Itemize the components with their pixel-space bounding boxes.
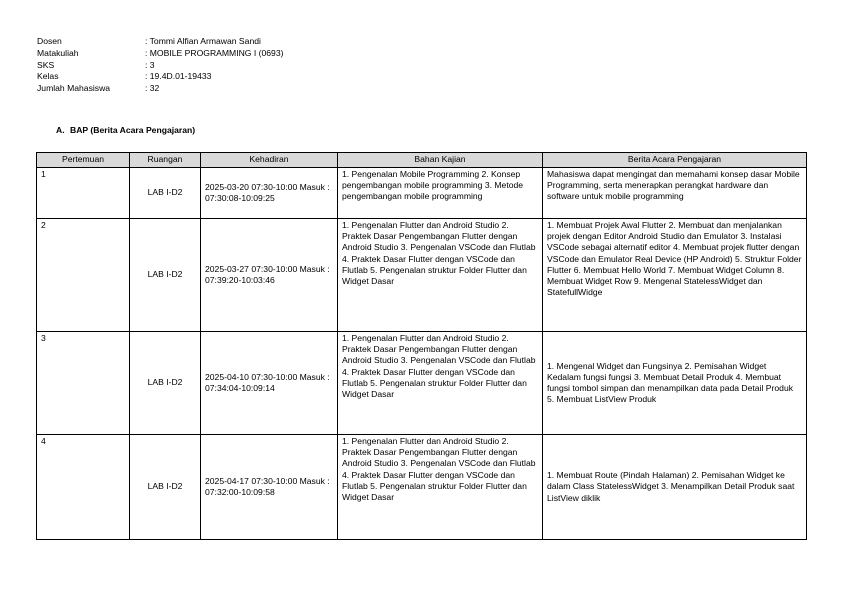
cell-ruangan: LAB I-D2 xyxy=(130,332,201,435)
cell-berita-acara: 1. Membuat Route (Pindah Halaman) 2. Pemisahan Widget ke dalam Class StatelessWidget 3. Menampilkan Detail Produk saat ListView diklik xyxy=(543,435,807,540)
info-label: Jumlah Mahasiswa xyxy=(37,83,111,94)
cell-kehadiran: 2025-04-17 07:30-10:00 Masuk : 07:32:00-10:09:58 xyxy=(201,435,338,540)
info-row-kelas xyxy=(37,71,283,83)
header-ruangan: Ruangan xyxy=(130,153,201,168)
table-header-row xyxy=(37,153,807,168)
cell-berita-acara: 1. Membuat Projek Awal Flutter 2. Membuat dan menjalankan projek dengan Editor Android Studio dan Emulator 3. Instalasi VSCode sebagai alternatif editor 4. Membuat projek flutter dengan VSCode dan Emulator Real Device (HP Android) 5. Struktur Folder Flutter 6. Membuat Hello World 7. Membuat Widget Column 8. Membuat Widget Row 9. Mengenal StatelessWidget dan StatefullWidge xyxy=(543,219,807,332)
header-kehadiran: Kehadiran xyxy=(201,153,338,168)
cell-ruangan: LAB I-D2 xyxy=(130,168,201,219)
table-row xyxy=(37,219,807,332)
info-row-sks xyxy=(37,60,283,72)
header-pertemuan: Pertemuan xyxy=(37,153,130,168)
cell-ruangan: LAB I-D2 xyxy=(130,435,201,540)
table-row xyxy=(37,332,807,435)
cell-bahan-kajian: 1. Pengenalan Mobile Programming 2. Konsep pengembangan mobile programming 3. Metode pengembangan mobile programming xyxy=(338,168,543,219)
cell-berita-acara: Mahasiswa dapat mengingat dan memahami konsep dasar Mobile Programming, serta menerapkan perangkat hardware dan software untuk mobile programming xyxy=(543,168,807,219)
cell-pertemuan: 1 xyxy=(37,168,130,219)
cell-kehadiran: 2025-03-20 07:30-10:00 Masuk : 07:30:08-10:09:25 xyxy=(201,168,338,219)
section-title xyxy=(56,125,195,136)
info-row-dosen xyxy=(37,36,283,48)
cell-kehadiran: 2025-03-27 07:30-10:00 Masuk : 07:39:20-10:03:46 xyxy=(201,219,338,332)
info-label: Matakuliah xyxy=(37,47,79,58)
cell-pertemuan: 2 xyxy=(37,219,130,332)
table-row xyxy=(37,168,807,219)
info-label: Dosen xyxy=(37,36,62,46)
table-row xyxy=(37,435,807,540)
info-value: : 3 xyxy=(145,59,155,70)
header-bahan-kajian: Bahan Kajian xyxy=(338,153,543,168)
header-berita-acara: Berita Acara Pengajaran xyxy=(543,153,807,168)
info-label: Kelas xyxy=(37,71,59,82)
section-number: A. xyxy=(56,125,65,135)
course-info xyxy=(37,36,283,95)
cell-bahan-kajian: 1. Pengenalan Flutter dan Android Studio 2. Praktek Dasar Pengembangan Flutter dengan Android Studio 3. Pengenalan VSCode dan Flutlab 4. Praktek Dasar Flutter dengan VSCode dan Flutlab 5. Pengenalan struktur Folder Flutter dan Widget Dasar xyxy=(338,332,543,435)
info-value: : MOBILE PROGRAMMING I (0693) xyxy=(145,47,284,58)
bap-table xyxy=(36,152,807,540)
info-value: : 19.4D.01-19433 xyxy=(145,71,212,82)
info-value: : Tommi Alfian Armawan Sandi xyxy=(145,36,261,46)
cell-ruangan: LAB I-D2 xyxy=(130,219,201,332)
info-label: SKS xyxy=(37,59,55,70)
cell-kehadiran: 2025-04-10 07:30-10:00 Masuk : 07:34:04-10:09:14 xyxy=(201,332,338,435)
section-title-text: BAP (Berita Acara Pengajaran) xyxy=(70,125,196,135)
cell-bahan-kajian: 1. Pengenalan Flutter dan Android Studio 2. Praktek Dasar Pengembangan Flutter dengan Android Studio 3. Pengenalan VSCode dan Flutlab 4. Praktek Dasar Flutter dengan VSCode dan Flutlab 5. Pengenalan struktur Folder Flutter dan Widget Dasar xyxy=(338,435,543,540)
cell-berita-acara: 1. Mengenal Widget dan Fungsinya 2. Pemisahan Widget Kedalam fungsi fungsi 3. Membuat Detail Produk 4. Membuat fungsi tombol simpan dan menampilkan data pada Detail Produk 5. Membuat ListView Produk xyxy=(543,332,807,435)
cell-bahan-kajian: 1. Pengenalan Flutter dan Android Studio 2. Praktek Dasar Pengembangan Flutter dengan Android Studio 3. Pengenalan VSCode dan Flutlab 4. Praktek Dasar Flutter dengan VSCode dan Flutlab 5. Pengenalan struktur Folder Flutter dan Widget Dasar xyxy=(338,219,543,332)
info-row-jumlah-mahasiswa xyxy=(37,83,283,95)
info-row-matakuliah xyxy=(37,48,283,60)
cell-pertemuan: 4 xyxy=(37,435,130,540)
info-value: : 32 xyxy=(145,83,160,94)
cell-pertemuan: 3 xyxy=(37,332,130,435)
